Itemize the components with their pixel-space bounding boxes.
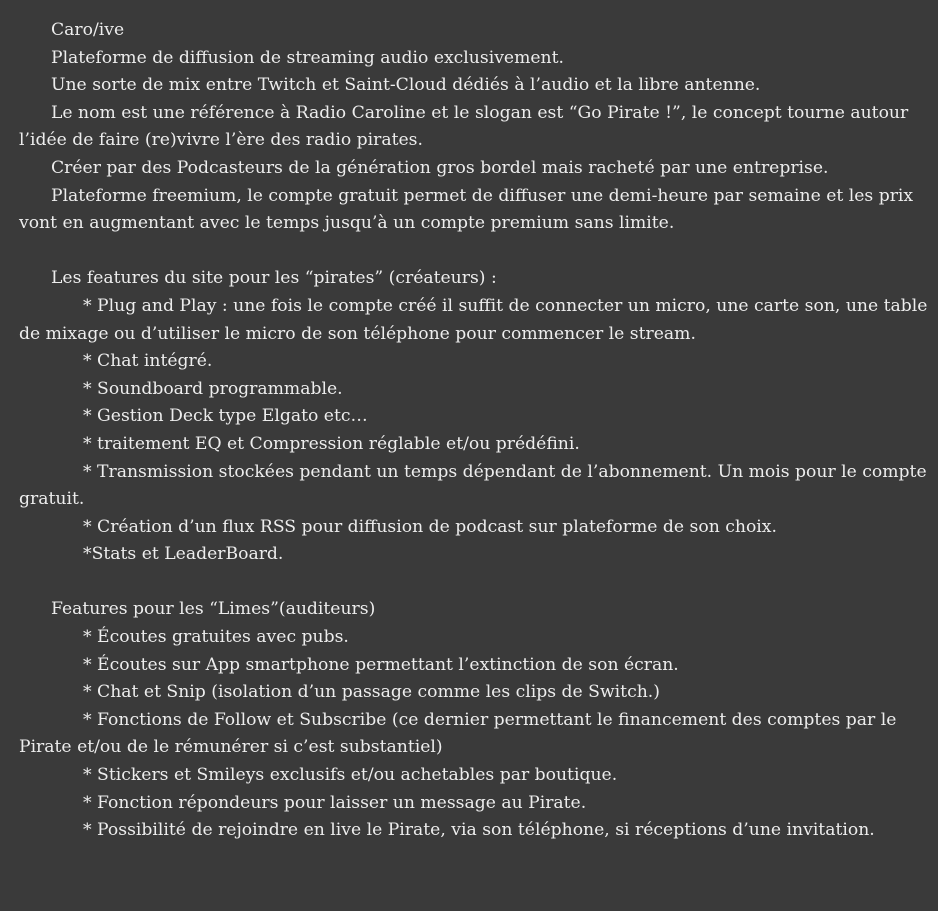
pirates-feature-item: * traitement EQ et Compression réglable et/ou prédéfini. [83,433,580,454]
pirates-feature-item: * Chat intégré. [83,351,213,372]
limes-feature-item: * Écoutes sur App smartphone permettant l’extinction de son écran. [83,654,679,675]
limes-feature-item: * Possibilité de rejoindre en live le Pirate, via son téléphone, si réceptions d’une invitation. [83,820,875,841]
pirates-feature-item: * Plug and Play : une fois le compte créé il suffit de connecter un micro, une carte son, une table de mixage ou d’utiliser le micro de son téléphone pour commencer le stream. [19,295,928,344]
pirates-feature-item: *Stats et LeaderBoard. [83,544,284,565]
pirates-feature-item: * Création d’un flux RSS pour diffusion de podcast sur plateforme de son choix. [83,516,777,537]
pirates-feature-item: * Gestion Deck type Elgato etc… [83,406,368,427]
document-body[interactable] [19,17,931,845]
pirates-feature-item: * Transmission stockées pendant un temps dépendant de l’abonnement. Un mois pour le compte gratuit. [19,461,927,510]
intro-paragraph: Plateforme de diffusion de streaming audio exclusivement. [51,47,564,68]
limes-feature-item: * Fonctions de Follow et Subscribe (ce dernier permettant le financement des comptes par le Pirate et/ou de le rémunérer si c’est substantiel) [19,709,897,758]
doc-title: Caro/ive [51,20,125,40]
intro-paragraph: Une sorte de mix entre Twitch et Saint-Cloud dédiés à l’audio et la libre antenne. [51,75,761,96]
limes-feature-item: * Écoutes gratuites avec pubs. [83,627,349,648]
limes-feature-item: * Stickers et Smileys exclusifs et/ou achetables par boutique. [83,765,618,786]
blank-line [19,569,931,597]
pirates-heading: Les features du site pour les “pirates” (créateurs) : [51,268,497,289]
pirates-feature-item: * Soundboard programmable. [83,378,343,399]
limes-heading: Features pour les “Limes”(auditeurs) [51,599,376,620]
intro-paragraph: Le nom est une référence à Radio Caroline et le slogan est “Go Pirate !”, le concept tourne autour l’idée de faire (re)vivre l’ère des radio pirates. [19,102,909,151]
limes-feature-item: * Fonction répondeurs pour laisser un message au Pirate. [83,792,587,813]
blank-line [19,238,931,266]
limes-feature-item: * Chat et Snip (isolation d’un passage comme les clips de Switch.) [83,682,660,703]
intro-paragraph: Plateforme freemium, le compte gratuit permet de diffuser une demi-heure par semaine et les prix vont en augmentant avec le temps jusqu’à un compte premium sans limite. [19,185,914,234]
intro-paragraph: Créer par des Podcasteurs de la génération gros bordel mais racheté par une entreprise. [51,157,829,178]
